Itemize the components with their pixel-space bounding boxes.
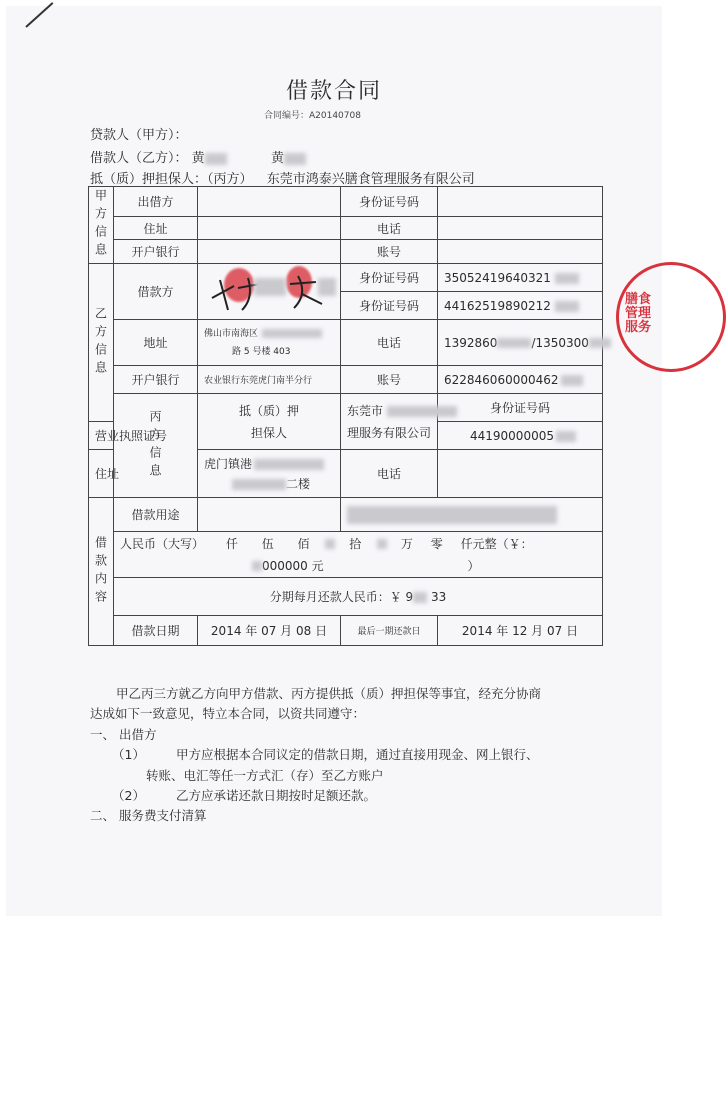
jia-id-label: 身份证号码: [341, 187, 438, 217]
redaction: [377, 539, 387, 549]
loan-date-label: 借款日期: [114, 616, 198, 646]
jia-phone-label: 电话: [341, 217, 438, 240]
bing-address-line-2: 二楼: [286, 476, 311, 491]
redaction: [347, 506, 557, 524]
pen-mark: [25, 2, 53, 28]
redaction: [555, 273, 579, 284]
digit-shi: 拾: [349, 536, 362, 551]
redaction: [262, 329, 322, 338]
digit-ling: 零: [430, 536, 443, 551]
bing-guarantor-label-1: 抵（质）押: [238, 403, 299, 418]
jia-phone-value: [438, 217, 603, 240]
redaction: [318, 278, 336, 296]
jia-bank-label: 开户银行: [114, 240, 198, 264]
redaction: [232, 479, 286, 490]
contract-number: 合同编号：A20140708: [264, 111, 361, 121]
borrower-label: 借款人（乙方）：: [90, 151, 188, 166]
digit-qian: 仟: [225, 536, 238, 551]
bing-address-line-1: 虎门镇港: [204, 456, 253, 471]
jia-account-label: 账号: [341, 240, 438, 264]
guarantor-line: [90, 168, 475, 187]
monthly-label: 分期每月还款人民币：￥ 9: [269, 590, 414, 604]
section-2-title: 二、 服务费支付清算: [90, 808, 207, 823]
group-jia: 甲方信息: [89, 187, 114, 264]
company-seal: [616, 262, 726, 372]
redaction: [252, 561, 262, 571]
digit-wan: 万: [400, 536, 413, 551]
group-bing: 丙方信息: [114, 394, 198, 498]
yi-id-label-2: 身份证号码: [341, 292, 438, 320]
lender-line: [90, 124, 188, 143]
bing-phone-value: [438, 450, 603, 498]
last-payment-value: 2014 年 12 月 07 日: [438, 616, 603, 646]
bing-address-value: [198, 450, 341, 498]
guarantor-label: 抵（质）押担保人：（丙方）: [90, 172, 253, 187]
redaction: [589, 338, 611, 348]
bing-guarantor-value-1: 东莞市: [347, 403, 384, 418]
yi-phone-a: 1392860: [444, 335, 498, 350]
close-paren: ）: [467, 558, 480, 573]
jia-lender-value: [198, 187, 341, 217]
lender-label: 贷款人（甲方）：: [90, 128, 188, 143]
redaction: [284, 153, 306, 165]
jia-id-value: [438, 187, 603, 217]
loan-purpose-label: 借款用途: [114, 498, 198, 532]
bing-license-label: 营业执照证号: [89, 422, 114, 450]
digit-yuan: 仟元整（￥：: [460, 536, 533, 551]
redaction: [555, 301, 579, 312]
jia-lender-label: 出借方: [114, 187, 198, 217]
loan-date-value: 2014 年 07 月 08 日: [198, 616, 341, 646]
yi-id-label-1: 身份证号码: [341, 264, 438, 292]
jia-bank-value: [198, 240, 341, 264]
section-1-item-1-text: 甲方应根据本合同议定的借款日期，通过直接用现金、网上银行、: [176, 747, 539, 762]
yi-account-cell: [438, 366, 603, 394]
yi-id-value-2: 44162519890212: [444, 298, 551, 313]
yi-id-cell-2: [438, 292, 603, 320]
section-1-item-1-num: （1）: [112, 747, 145, 762]
bing-license-cell: [438, 422, 603, 450]
loan-purpose-value: [341, 498, 603, 532]
bing-address-label: 住址: [89, 450, 114, 498]
bing-id-label: 身份证号码: [438, 394, 603, 422]
intro-line-1: 甲乙丙三方就乙方向甲方借款、丙方提供抵（质）押担保等事宜，经充分协商: [116, 686, 542, 701]
seal-text: 膳食管理服务: [625, 292, 652, 335]
yi-borrower-label: 借款方: [114, 264, 198, 320]
jia-account-value: [438, 240, 603, 264]
group-yi: 乙方信息: [89, 264, 114, 422]
redaction: [254, 278, 286, 296]
monthly-tail: 33: [431, 590, 447, 604]
borrower-name-1: 黄: [191, 151, 205, 166]
yi-id-value-1: 35052419640321: [444, 270, 551, 285]
redaction: [556, 431, 576, 442]
yi-address-value: [198, 320, 341, 366]
guarantor-name: 东莞市鸿泰兴膳食管理服务有限公司: [266, 172, 475, 187]
yi-account-value: 622846060000462: [444, 372, 559, 387]
borrower-line: [90, 147, 306, 166]
yi-account-label: 账号: [341, 366, 438, 394]
borrower-name-2: 黄: [270, 151, 284, 166]
redaction: [413, 592, 427, 603]
section-1-item-2-text: 乙方应承诺还款日期按时足额还款。: [176, 788, 377, 803]
redaction: [497, 338, 531, 348]
jia-address-value: [198, 217, 341, 240]
yi-phone-label: 电话: [341, 320, 438, 366]
intro-line-2: 达成如下一致意见，特立本合同，以资共同遵守：: [90, 706, 366, 721]
redaction: [325, 539, 335, 549]
yi-phone-cell: [438, 320, 603, 366]
bing-guarantor-value: [341, 394, 438, 450]
bing-phone-label: 电话: [341, 450, 438, 498]
section-1-item-2-num: （2）: [112, 788, 145, 803]
yi-phone-b: /1350300: [531, 335, 589, 350]
redaction: [387, 406, 457, 417]
group-loan: 借款内容: [89, 498, 114, 646]
loan-amount-cell: [114, 532, 603, 578]
bing-license-value: 44190000005: [470, 428, 554, 443]
section-1-title: 一、 出借方: [90, 727, 157, 742]
yi-address-label: 地址: [114, 320, 198, 366]
yi-address-line-1: 佛山市南海区: [204, 328, 259, 339]
redaction: [561, 375, 583, 386]
amount-value: 000000 元: [262, 558, 324, 573]
jia-address-label: 住址: [114, 217, 198, 240]
redaction: [254, 459, 324, 470]
yi-bank-label: 开户银行: [114, 366, 198, 394]
yi-address-line-2: 路 5 号楼 403: [232, 346, 291, 357]
last-payment-label: 最后一期还款日: [341, 616, 438, 646]
yi-id-cell-1: [438, 264, 603, 292]
digit-wu: 伍: [261, 536, 274, 551]
bing-guarantor-label: [198, 394, 341, 450]
redaction: [205, 153, 227, 165]
document-title: 借款合同: [285, 79, 382, 104]
rmb-label: 人民币（大写）: [120, 536, 205, 551]
bing-guarantor-label-2: 担保人: [250, 425, 287, 440]
loan-purpose-blank: [198, 498, 341, 532]
yi-bank-value: 农业银行东莞虎门南半分行: [198, 366, 341, 394]
contract-table: [88, 186, 603, 646]
monthly-payment-cell: [114, 578, 603, 616]
bing-guarantor-value-2: 理服务有限公司: [347, 425, 432, 440]
digit-bai: 佰: [297, 536, 310, 551]
section-1-item-1-text-2: 转账、电汇等任一方式汇（存）至乙方账户: [146, 768, 384, 783]
yi-borrower-signature: [198, 264, 341, 320]
